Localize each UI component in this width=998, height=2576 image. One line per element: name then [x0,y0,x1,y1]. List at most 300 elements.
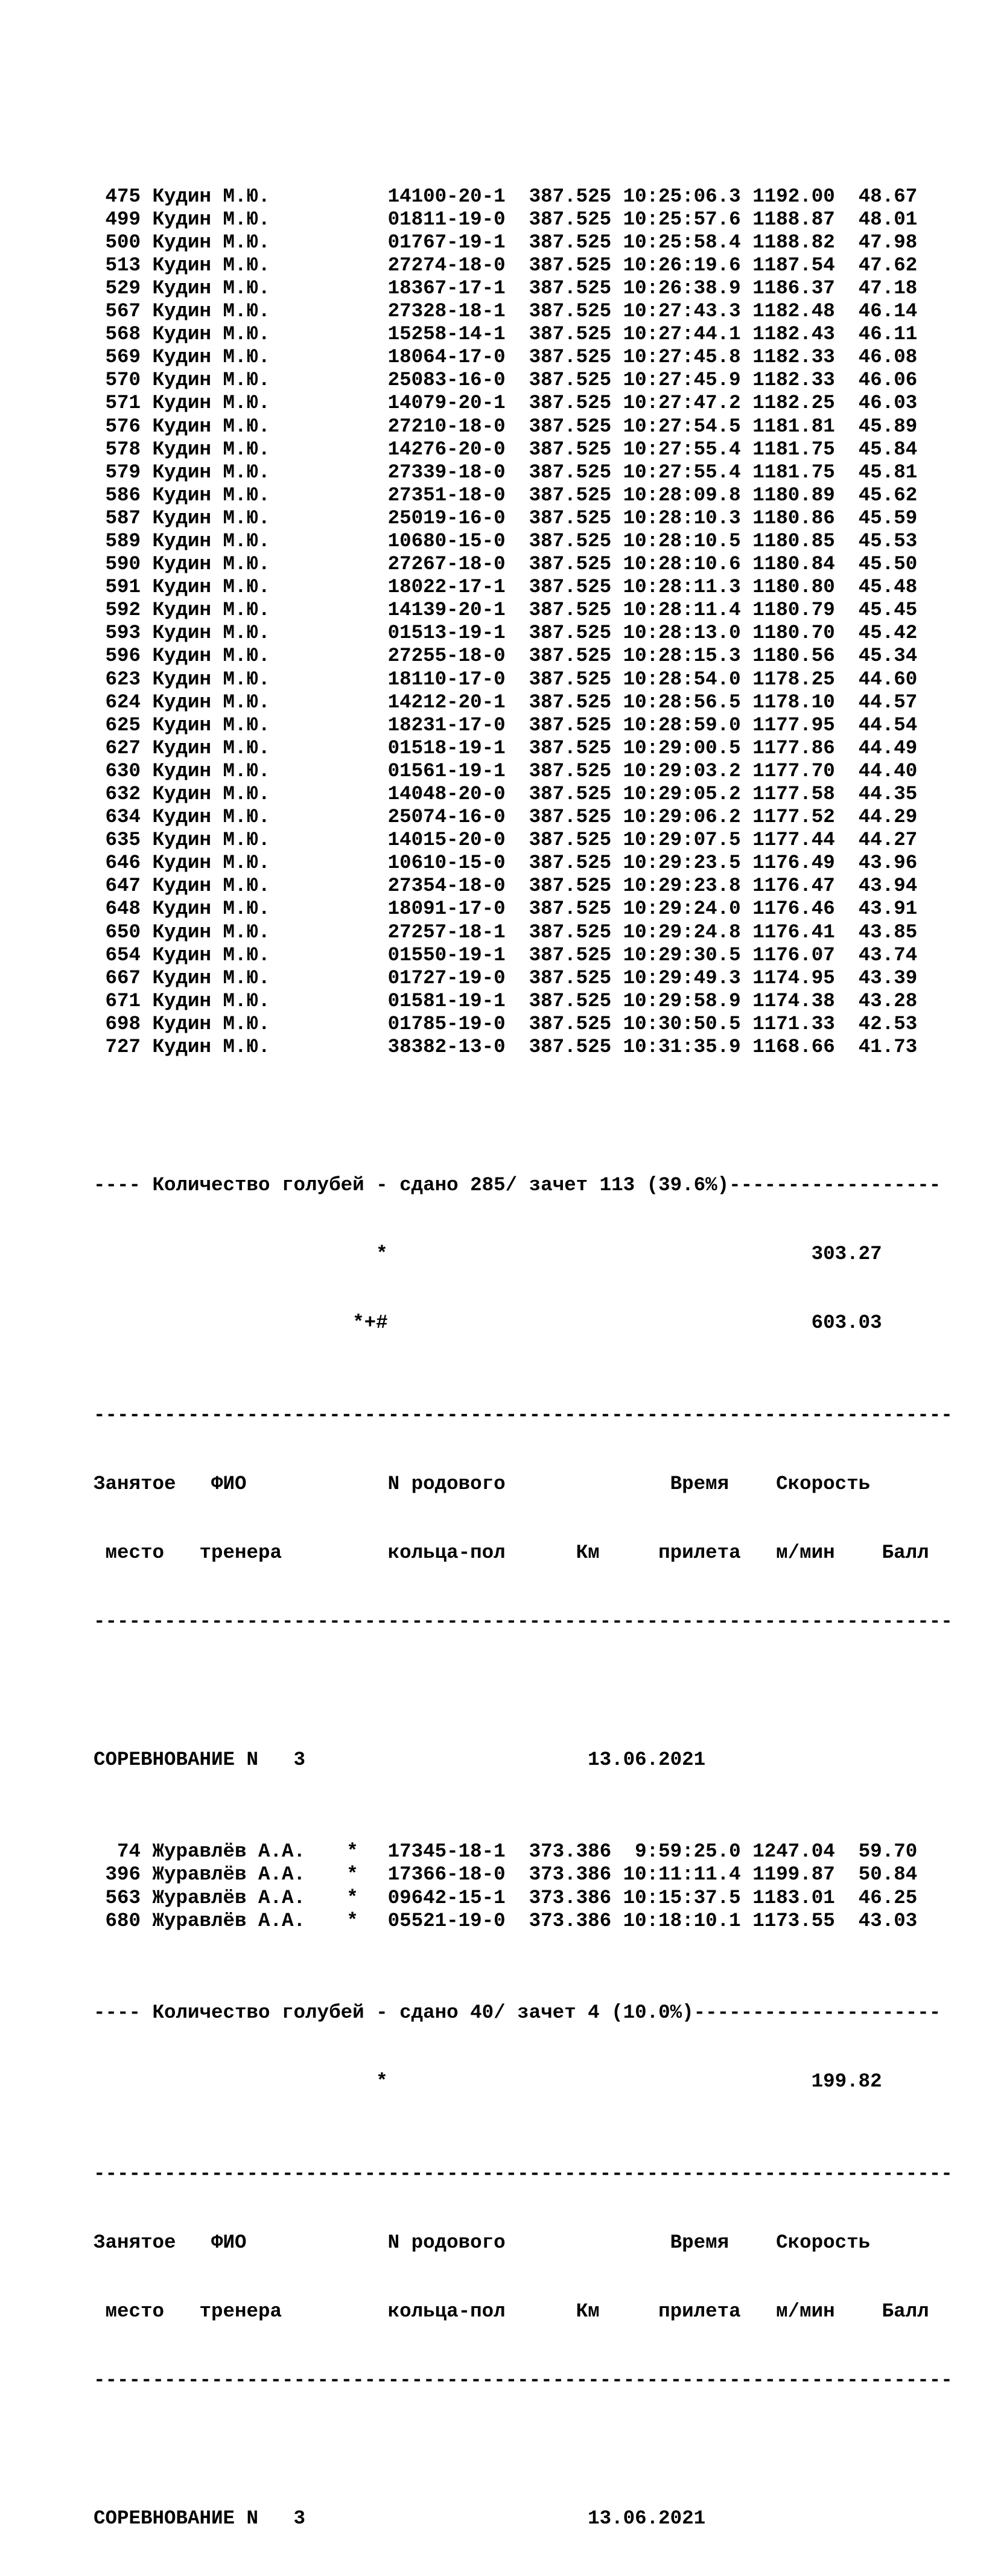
trainer-cell: Кудин М.Ю. [152,713,270,736]
ring-cell: 05521-19-0 [387,1909,506,1932]
arrival-time-cell: 10:29:03.2 [623,759,741,782]
arrival-time-cell: 10:29:23.8 [623,875,741,897]
speed-cell: 1177.58 [752,783,835,805]
results-document [94,47,953,2576]
table-row [94,783,953,806]
header-place: Занятое [94,1472,176,1495]
speed-cell: 1180.70 [752,622,835,645]
place-cell: 623 [105,668,141,690]
speed-cell: 1174.95 [752,966,835,989]
speed-cell: 1183.01 [752,1886,835,1909]
score-cell: 43.74 [858,943,918,966]
competition-label: СОРЕВНОВАНИЕ N 3 [94,1748,306,1771]
header-place-2: место [105,1541,165,1564]
arrival-time-cell: 10:29:58.9 [623,989,741,1012]
speed-cell: 1176.07 [752,943,835,966]
trainer-cell: Кудин М.Ю. [152,438,270,461]
total-label: * [376,1242,388,1265]
score-cell: 45.89 [858,415,918,438]
ring-cell: 27274-18-0 [387,253,506,276]
speed-cell: 1174.38 [752,989,835,1012]
speed-cell: 1181.75 [752,461,835,483]
place-cell: 586 [105,483,141,506]
speed-cell: 1178.10 [752,690,835,713]
table-row [94,208,953,231]
speed-cell: 1177.52 [752,806,835,829]
score-cell: 45.34 [858,645,918,668]
score-cell: 44.29 [858,806,918,829]
score-cell: 45.45 [858,599,918,622]
place-cell: 646 [105,852,141,875]
distance-cell: 387.525 [529,461,612,483]
speed-cell: 1187.54 [752,253,835,276]
distance-cell: 387.525 [529,966,612,989]
section-1-summary: ---- Количество голубей - сдано 285/ зачет 113 (39.6%)------------------ [94,1173,941,1196]
place-cell: 499 [105,208,141,231]
place-cell: 396 [105,1863,141,1886]
speed-cell: 1182.43 [752,323,835,346]
header-score: Балл [882,1541,929,1564]
table-row [94,1863,953,1886]
column-header-row-2 [94,1541,953,1564]
arrival-time-cell: 10:29:05.2 [623,783,741,805]
score-cell: 43.85 [858,920,918,943]
speed-cell: 1247.04 [752,1840,835,1863]
distance-cell: 387.525 [529,783,612,805]
distance-cell: 387.525 [529,208,612,231]
arrival-time-cell: 10:29:30.5 [623,943,741,966]
divider: ------------------------------------------------------------------------- [94,2369,953,2392]
ring-cell: 01785-19-0 [387,1012,506,1035]
distance-cell: 387.525 [529,759,612,782]
ring-cell: 27354-18-0 [387,875,506,897]
total-label: * [376,2070,388,2093]
distance-cell: 387.525 [529,369,612,392]
score-cell: 46.06 [858,369,918,392]
speed-cell: 1177.86 [752,736,835,759]
header-trainer: ФИО [211,2231,247,2254]
place-cell: 579 [105,461,141,483]
header-trainer: ФИО [211,1472,247,1495]
arrival-time-cell: 10:28:11.3 [623,576,741,599]
competition-label: СОРЕВНОВАНИЕ N 3 [94,2507,306,2530]
distance-cell: 387.525 [529,622,612,645]
arrival-time-cell: 10:25:57.6 [623,208,741,231]
score-cell: 43.94 [858,875,918,897]
trainer-cell: Кудин М.Ю. [152,989,270,1012]
score-cell: 45.42 [858,622,918,645]
divider: ------------------------------------------------------------------------- [94,1403,953,1426]
ring-cell: 25019-16-0 [387,506,506,529]
distance-cell: 387.525 [529,943,612,966]
table-row [94,507,953,530]
score-cell: 47.62 [858,253,918,276]
table-row [94,829,953,852]
score-cell: 44.27 [858,829,918,852]
arrival-time-cell: 10:27:54.5 [623,415,741,438]
trainer-cell: Кудин М.Ю. [152,759,270,782]
place-cell: 529 [105,276,141,299]
ring-cell: 18367-17-1 [387,276,506,299]
table-row [94,990,953,1013]
arrival-time-cell: 10:27:45.8 [623,346,741,369]
place-cell: 667 [105,966,141,989]
header-ring: N родового [387,2231,506,2254]
speed-cell: 1180.79 [752,599,835,622]
arrival-time-cell: 10:30:50.5 [623,1012,741,1035]
speed-cell: 1180.89 [752,483,835,506]
speed-cell: 1177.70 [752,759,835,782]
score-cell: 44.35 [858,783,918,805]
place-cell: 627 [105,736,141,759]
arrival-time-cell: 10:31:35.9 [623,1036,741,1059]
ring-cell: 27339-18-0 [387,461,506,483]
distance-cell: 387.525 [529,690,612,713]
place-cell: 648 [105,897,141,920]
table-row [94,806,953,829]
score-cell: 44.54 [858,713,918,736]
distance-cell: 387.525 [529,323,612,346]
arrival-time-cell: 10:28:09.8 [623,483,741,506]
trainer-cell: Кудин М.Ю. [152,645,270,668]
ring-cell: 10680-15-0 [387,529,506,552]
ring-cell: 01727-19-0 [387,966,506,989]
ring-cell: 14276-20-0 [387,438,506,461]
table-row [94,1013,953,1036]
distance-cell: 387.525 [529,576,612,599]
trainer-cell: Кудин М.Ю. [152,276,270,299]
arrival-time-cell: 10:27:47.2 [623,392,741,415]
distance-cell: 387.525 [529,253,612,276]
ring-cell: 27328-18-1 [387,300,506,323]
score-cell: 45.50 [858,553,918,576]
mark-cell: * [346,1886,358,1909]
place-cell: 591 [105,576,141,599]
score-cell: 47.98 [858,231,918,253]
competition-date: 13.06.2021 [588,2507,706,2530]
speed-cell: 1180.80 [752,576,835,599]
trainer-cell: Журавлёв А.А. [152,1863,306,1886]
table-row [94,737,953,760]
arrival-time-cell: 10:28:10.6 [623,553,741,576]
place-cell: 513 [105,253,141,276]
arrival-time-cell: 10:28:15.3 [623,645,741,668]
place-cell: 698 [105,1012,141,1035]
place-cell: 570 [105,369,141,392]
header-km: Км [576,2300,600,2323]
header-ring-2: кольца-пол [387,2300,506,2323]
distance-cell: 387.525 [529,645,612,668]
header-time-2: прилета [658,1541,741,1564]
table-row [94,323,953,346]
arrival-time-cell: 10:28:11.4 [623,599,741,622]
mark-cell: * [346,1909,358,1932]
ring-cell: 01581-19-1 [387,989,506,1012]
header-time: Время [670,2231,729,2254]
score-cell: 46.14 [858,300,918,323]
score-cell: 50.84 [858,1863,918,1886]
table-row [94,415,953,438]
place-cell: 596 [105,645,141,668]
trainer-cell: Кудин М.Ю. [152,369,270,392]
trainer-cell: Кудин М.Ю. [152,806,270,829]
place-cell: 563 [105,1886,141,1909]
ring-cell: 27257-18-1 [387,920,506,943]
table-row [94,622,953,645]
trainer-cell: Кудин М.Ю. [152,461,270,483]
arrival-time-cell: 10:25:06.3 [623,185,741,208]
speed-cell: 1180.86 [752,506,835,529]
place-cell: 647 [105,875,141,897]
place-cell: 593 [105,622,141,645]
speed-cell: 1176.46 [752,897,835,920]
ring-cell: 17345-18-1 [387,1840,506,1863]
table-row [94,484,953,507]
table-row [94,185,953,208]
ring-cell: 01513-19-1 [387,622,506,645]
trainer-cell: Кудин М.Ю. [152,346,270,369]
trainer-cell: Кудин М.Ю. [152,920,270,943]
ring-cell: 14139-20-1 [387,599,506,622]
ring-cell: 14212-20-1 [387,690,506,713]
trainer-cell: Кудин М.Ю. [152,323,270,346]
distance-cell: 387.525 [529,1012,612,1035]
ring-cell: 17366-18-0 [387,1863,506,1886]
column-header-row-1 [94,2231,953,2254]
ring-cell: 09642-15-1 [387,1886,506,1909]
total-label: *+# [352,1312,388,1334]
arrival-time-cell: 10:29:24.0 [623,897,741,920]
place-cell: 589 [105,529,141,552]
place-cell: 634 [105,806,141,829]
ring-cell: 18022-17-1 [387,576,506,599]
place-cell: 500 [105,231,141,253]
trainer-cell: Кудин М.Ю. [152,483,270,506]
section-1-total-star-plus-hash [94,1312,953,1334]
trainer-cell: Кудин М.Ю. [152,553,270,576]
place-cell: 576 [105,415,141,438]
divider: ------------------------------------------------------------------------- [94,2162,953,2185]
place-cell: 567 [105,300,141,323]
speed-cell: 1180.85 [752,529,835,552]
place-cell: 571 [105,392,141,415]
score-cell: 45.84 [858,438,918,461]
arrival-time-cell: 10:29:00.5 [623,736,741,759]
arrival-time-cell: 10:29:07.5 [623,829,741,852]
table-row [94,668,953,691]
ring-cell: 01518-19-1 [387,736,506,759]
arrival-time-cell: 10:15:37.5 [623,1886,741,1909]
trainer-cell: Кудин М.Ю. [152,392,270,415]
trainer-cell: Кудин М.Ю. [152,599,270,622]
table-row [94,1910,953,1933]
header-time-2: прилета [658,2300,741,2323]
ring-cell: 10610-15-0 [387,852,506,875]
distance-cell: 387.525 [529,713,612,736]
distance-cell: 387.525 [529,483,612,506]
speed-cell: 1186.37 [752,276,835,299]
place-cell: 630 [105,759,141,782]
distance-cell: 387.525 [529,346,612,369]
speed-cell: 1181.81 [752,415,835,438]
arrival-time-cell: 10:18:10.1 [623,1909,741,1932]
ring-cell: 14079-20-1 [387,392,506,415]
arrival-time-cell: 10:28:10.5 [623,529,741,552]
ring-cell: 38382-13-0 [387,1036,506,1059]
trainer-cell: Кудин М.Ю. [152,576,270,599]
speed-cell: 1173.55 [752,1909,835,1932]
speed-cell: 1178.25 [752,668,835,690]
trainer-cell: Кудин М.Ю. [152,622,270,645]
place-cell: 475 [105,185,141,208]
section-2-summary: ---- Количество голубей - сдано 40/ зачет 4 (10.0%)--------------------- [94,2001,941,2024]
speed-cell: 1180.84 [752,553,835,576]
place-cell: 635 [105,829,141,852]
trainer-cell: Кудин М.Ю. [152,185,270,208]
distance-cell: 387.525 [529,438,612,461]
speed-cell: 1182.25 [752,392,835,415]
blank-line [94,1680,953,1703]
section-2-rows [94,1840,953,1932]
distance-cell: 387.525 [529,185,612,208]
header-trainer-2: тренера [199,2300,282,2323]
arrival-time-cell: 10:29:49.3 [623,966,741,989]
distance-cell: 373.386 [529,1909,612,1932]
arrival-time-cell: 10:11:11.4 [623,1863,741,1886]
distance-cell: 387.525 [529,920,612,943]
table-row [94,760,953,783]
total-value: 603.03 [811,1312,882,1334]
table-row [94,576,953,599]
speed-cell: 1171.33 [752,1012,835,1035]
ring-cell: 27255-18-0 [387,645,506,668]
header-speed-2: м/мин [776,2300,835,2323]
place-cell: 632 [105,783,141,805]
header-speed-2: м/мин [776,1541,835,1564]
distance-cell: 373.386 [529,1840,612,1863]
table-row [94,254,953,277]
table-row [94,875,953,897]
column-header-row-1 [94,1473,953,1496]
arrival-time-cell: 10:25:58.4 [623,231,741,253]
place-cell: 569 [105,346,141,369]
divider: ------------------------------------------------------------------------- [94,1610,953,1633]
distance-cell: 387.525 [529,852,612,875]
ring-cell: 18231-17-0 [387,713,506,736]
blank-line [94,2438,953,2461]
table-row [94,897,953,920]
ring-cell: 01550-19-1 [387,943,506,966]
table-row [94,967,953,990]
trainer-cell: Кудин М.Ю. [152,897,270,920]
score-cell: 46.08 [858,346,918,369]
distance-cell: 387.525 [529,829,612,852]
trainer-cell: Кудин М.Ю. [152,943,270,966]
ring-cell: 27267-18-0 [387,553,506,576]
trainer-cell: Кудин М.Ю. [152,966,270,989]
score-cell: 43.39 [858,966,918,989]
ring-cell: 18110-17-0 [387,668,506,690]
ring-cell: 01561-19-1 [387,759,506,782]
trainer-cell: Кудин М.Ю. [152,690,270,713]
trainer-cell: Кудин М.Ю. [152,253,270,276]
mark-cell: * [346,1840,358,1863]
score-cell: 43.91 [858,897,918,920]
total-value: 199.82 [811,2070,882,2093]
trainer-cell: Кудин М.Ю. [152,736,270,759]
distance-cell: 387.525 [529,806,612,829]
trainer-cell: Кудин М.Ю. [152,852,270,875]
score-cell: 46.11 [858,323,918,346]
arrival-time-cell: 10:28:10.3 [623,506,741,529]
trainer-cell: Кудин М.Ю. [152,208,270,231]
ring-cell: 14048-20-0 [387,783,506,805]
arrival-time-cell: 10:29:06.2 [623,806,741,829]
table-row [94,691,953,714]
ring-cell: 14100-20-1 [387,185,506,208]
distance-cell: 387.525 [529,553,612,576]
distance-cell: 373.386 [529,1886,612,1909]
header-place-2: место [105,2300,165,2323]
place-cell: 727 [105,1036,141,1059]
score-cell: 45.53 [858,529,918,552]
header-ring: N родового [387,1472,506,1495]
place-cell: 568 [105,323,141,346]
header-trainer-2: тренера [199,1541,282,1564]
arrival-time-cell: 10:28:13.0 [623,622,741,645]
speed-cell: 1176.41 [752,920,835,943]
ring-cell: 27351-18-0 [387,483,506,506]
distance-cell: 373.386 [529,1863,612,1886]
ring-cell: 01811-19-0 [387,208,506,231]
section-2-total-star [94,2070,953,2093]
trainer-cell: Кудин М.Ю. [152,875,270,897]
distance-cell: 387.525 [529,392,612,415]
section-1-rows [94,116,953,1105]
header-km: Км [576,1541,600,1564]
ring-cell: 18091-17-0 [387,897,506,920]
distance-cell: 387.525 [529,989,612,1012]
distance-cell: 387.525 [529,1036,612,1059]
header-speed: Скорость [776,2231,871,2254]
score-cell: 59.70 [858,1840,918,1863]
score-cell: 45.48 [858,576,918,599]
competition-line [94,1749,953,1771]
competition-date: 13.06.2021 [588,1748,706,1771]
distance-cell: 387.525 [529,506,612,529]
ring-cell: 25083-16-0 [387,369,506,392]
score-cell: 43.28 [858,989,918,1012]
section-1-total-star [94,1243,953,1266]
speed-cell: 1181.75 [752,438,835,461]
score-cell: 46.25 [858,1886,918,1909]
table-row [94,714,953,737]
place-cell: 592 [105,599,141,622]
place-cell: 587 [105,506,141,529]
speed-cell: 1182.48 [752,300,835,323]
arrival-time-cell: 9:59:25.0 [635,1840,741,1863]
score-cell: 45.81 [858,461,918,483]
ring-cell: 15258-14-1 [387,323,506,346]
place-cell: 650 [105,920,141,943]
arrival-time-cell: 10:29:24.8 [623,920,741,943]
distance-cell: 387.525 [529,599,612,622]
distance-cell: 387.525 [529,897,612,920]
trainer-cell: Журавлёв А.А. [152,1840,306,1863]
speed-cell: 1168.66 [752,1036,835,1059]
trainer-cell: Кудин М.Ю. [152,231,270,253]
arrival-time-cell: 10:28:56.5 [623,690,741,713]
